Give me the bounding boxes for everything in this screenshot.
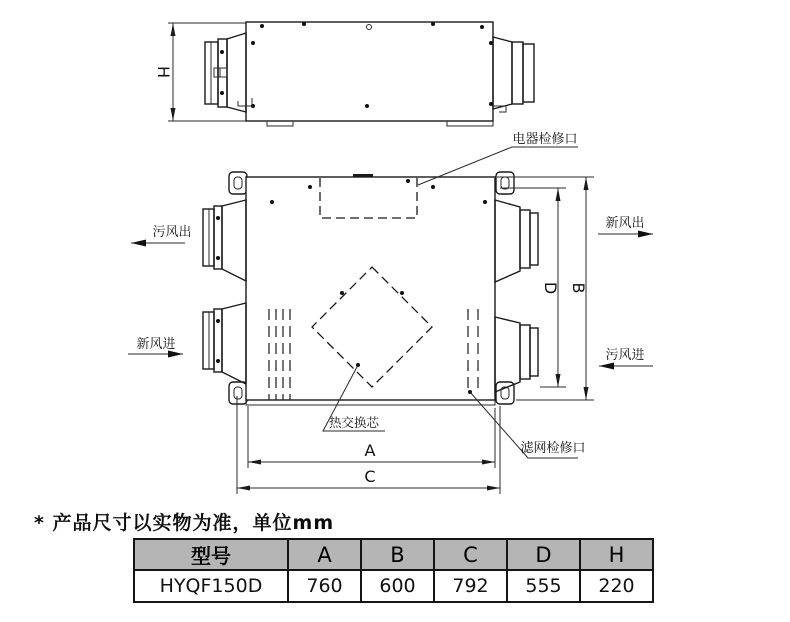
- side-left-duct-mid: [218, 39, 227, 107]
- side-left-hook: [238, 98, 252, 106]
- corner-bracket-top-right: [496, 172, 514, 194]
- plan-left-duct-bottom: [203, 303, 246, 384]
- dim-label-c: C: [364, 467, 376, 486]
- dimensions-table: [133, 538, 654, 603]
- label-dirty-air-in: 污风进: [605, 348, 645, 363]
- screw: [480, 25, 484, 29]
- dim-label-b: B: [569, 282, 588, 294]
- screw: [431, 185, 435, 189]
- plan-left-duct-top: [203, 200, 246, 281]
- cell-a: 760: [288, 570, 361, 602]
- header-a: A: [288, 539, 361, 570]
- cell-d: 555: [507, 570, 580, 602]
- screw: [308, 185, 312, 189]
- screw: [260, 24, 264, 28]
- screw: [216, 359, 220, 363]
- side-bottom-tab-left: [267, 121, 293, 126]
- side-right-duct-taper: [493, 37, 512, 109]
- label-heat-exchange-core: 热交换芯: [328, 415, 380, 430]
- screw: [365, 104, 369, 108]
- cell-h: 220: [580, 570, 653, 602]
- side-right-duct-flange: [523, 44, 534, 102]
- corner-bracket-top-left: [229, 172, 247, 194]
- screw: [489, 41, 493, 45]
- screw: [216, 319, 220, 323]
- label-filter-access: 滤网检修口: [520, 441, 586, 456]
- table-row: [134, 570, 653, 602]
- cell-model: HYQF150D: [134, 570, 288, 602]
- screw: [251, 104, 255, 108]
- label-electrical-access: 电器检修口: [512, 132, 578, 147]
- table-header-row: [134, 539, 653, 570]
- side-right-duct-mid: [512, 42, 523, 104]
- screw: [216, 216, 220, 220]
- side-left-duct-taper: [227, 33, 246, 112]
- screw: [220, 91, 224, 95]
- dim-label-a: A: [364, 441, 376, 460]
- header-c: C: [434, 539, 507, 570]
- screw: [483, 200, 487, 204]
- screw: [216, 256, 220, 260]
- corner-bracket-bottom-left: [229, 382, 247, 404]
- screw: [220, 50, 224, 54]
- cell-c: 792: [434, 570, 507, 602]
- dim-label-d: D: [541, 281, 560, 295]
- plan-view: [128, 131, 653, 494]
- header-h: H: [580, 539, 653, 570]
- screw-hole: [367, 25, 372, 30]
- plan-top-tab: [353, 174, 373, 178]
- side-bottom-tab-right: [447, 121, 493, 126]
- side-body: [246, 22, 493, 121]
- header-b: B: [361, 539, 434, 570]
- screw: [406, 179, 410, 183]
- label-fresh-air-in: 新风进: [136, 337, 176, 352]
- plan-right-duct-bottom: [495, 317, 538, 392]
- plan-right-duct-top: [495, 200, 538, 282]
- screw: [302, 22, 306, 26]
- cell-b: 600: [361, 570, 434, 602]
- unit-note: * 产品尺寸以实物为准，单位mm: [34, 512, 335, 534]
- screw: [270, 200, 274, 204]
- dim-label-h: H: [154, 65, 173, 79]
- screw: [251, 41, 255, 45]
- header-d: D: [507, 539, 580, 570]
- header-model: 型号: [134, 539, 288, 570]
- label-dirty-air-out: 污风出: [152, 225, 192, 240]
- plan-bottom-flange: [246, 400, 495, 405]
- screw: [400, 291, 404, 295]
- screw: [340, 291, 344, 295]
- side-view: [154, 22, 534, 126]
- screw: [431, 22, 435, 26]
- screw: [489, 102, 493, 106]
- label-fresh-air-out: 新风出: [605, 216, 645, 231]
